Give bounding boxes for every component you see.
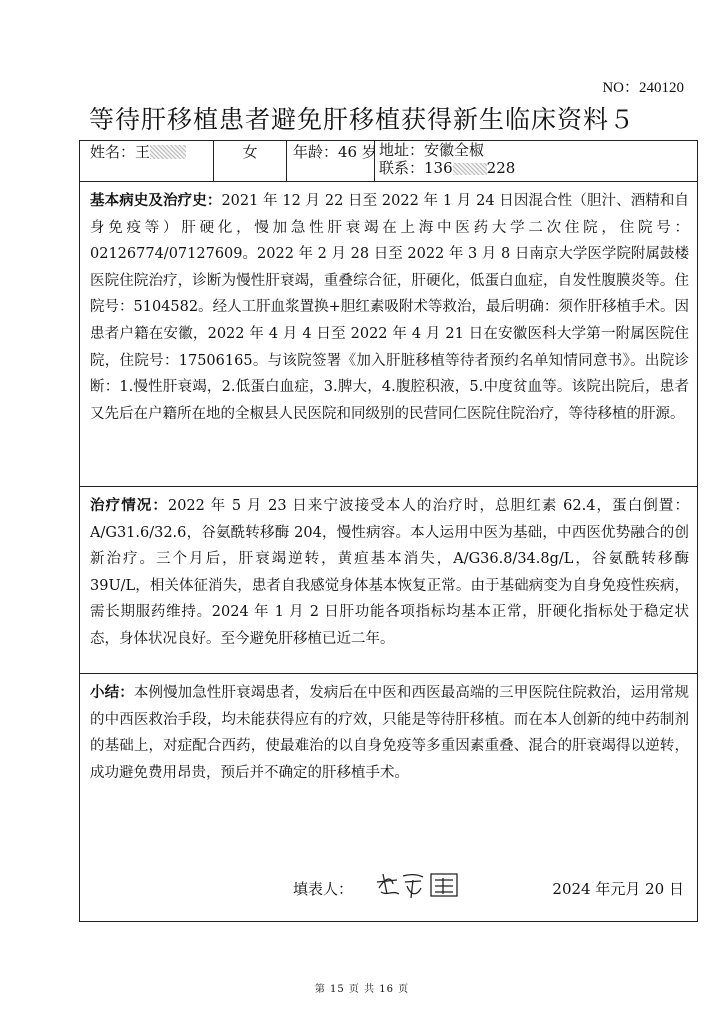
patient-info-row — [80, 141, 698, 182]
name-value: 王 — [135, 143, 151, 161]
summary-row — [80, 674, 698, 922]
page-indicator: 第 15 页 共 16 页 — [314, 984, 410, 995]
filler-line — [80, 868, 698, 902]
page-title: 等待肝移植患者避免肝移植获得新生临床资料５ — [88, 105, 635, 134]
patient-name-cell — [80, 141, 214, 182]
name-label: 姓名： — [90, 143, 136, 161]
clinical-record-table — [79, 140, 698, 922]
name-redaction — [150, 145, 186, 159]
history-section — [80, 182, 697, 486]
patient-sex: 女 — [214, 141, 287, 182]
phone-redaction — [453, 163, 487, 175]
summary-section — [80, 674, 697, 921]
signature-image — [373, 868, 468, 900]
treatment-text: 2022 年 5 月 23 日来宁波接受本人的治疗时，总胆红素 62.4，蛋白倒置：A/G31.6/32.6，谷氨酰转移酶 204，慢性病容。本人运用中医为基础，中西医优势融合的创新治疗。三个月后，肝衰竭逆转，黄疸基本消失，A/G36.8/34.8g/L，谷氨酰转移酶 39U/L，相关体征消失，患者自我感觉身体基本恢复正常。由于基础病变为自身免疫性疾病，需长期服药维持。2024 年 1 月 2 日肝功能各项指标均基本正常，肝硬化指标处于稳定状态，身体状况良好。至今避免肝移植已近二年。 — [90, 498, 689, 647]
summary-text: 本例慢加急性肝衰竭患者，发病后在中医和西医最高端的三甲医院住院救治，运用常规的中西医救治手段，均未能获得应有的疗效，只能是等待肝移植。而在本人创新的纯中药制剂的基础上，对症配合西药，使最难治的以自身免疫等多重因素重叠、混合的肝衰竭得以逆转，成功避免费用昂贵，预后并不确定的肝移植手术。 — [90, 685, 690, 781]
treatment-label: 治疗情况： — [90, 497, 168, 514]
treatment-section — [80, 487, 697, 673]
document-number: NO：240120 — [602, 80, 684, 96]
patient-contact-cell — [375, 141, 698, 182]
history-row — [80, 182, 698, 487]
treatment-row — [80, 487, 698, 674]
fill-date: 2024 年元月 20 日 — [552, 880, 684, 898]
contact-label: 联系： — [379, 159, 425, 177]
patient-phone — [379, 159, 697, 177]
history-text: 2021 年 12 月 22 日至 2022 年 1 月 24 日因混合性（胆汁、酒精和自身免疫等）肝硬化，慢加急性肝衰竭在上海中医药大学二次住院，住院号：02126774/07127609。2022 年 2 月 28 日至 2022 年 3 月 8 日南京大学医学院附属鼓楼医院住院治疗，诊断为慢性肝衰竭，重叠综合征，肝硬化，低蛋白血症，自发性腹膜炎等。住院号：5104582。经人工肝血浆置换+胆红素吸附术等救治，最后明确：须作肝移植手术。因患者户籍在安徽，2022 年 4 月 4 日至 2022 年 4 月 21 日在安徽医科大学第一附属医院住院，住院号：17506165。与该院签署《加入肝脏移植等待者预约名单知情同意书》。出院诊断：1.慢性肝衰竭，2.低蛋白血症，3.脾大，4.腹腔积液，5.中度贫血等。该院出院后，患者又先后在户籍所在地的全椒县人民医院和同级别的民营同仁医院住院治疗，等待移植的肝源。 — [90, 193, 689, 422]
filler-label: 填表人： — [293, 880, 354, 898]
summary-label: 小结： — [90, 684, 134, 701]
patient-address: 地址：安徽全椒 — [379, 141, 485, 159]
contact-prefix: 136 — [424, 159, 453, 177]
contact-suffix: 228 — [486, 159, 516, 177]
history-label: 基本病史及治疗史： — [90, 192, 222, 209]
patient-age: 年龄：46 岁 — [287, 141, 375, 182]
